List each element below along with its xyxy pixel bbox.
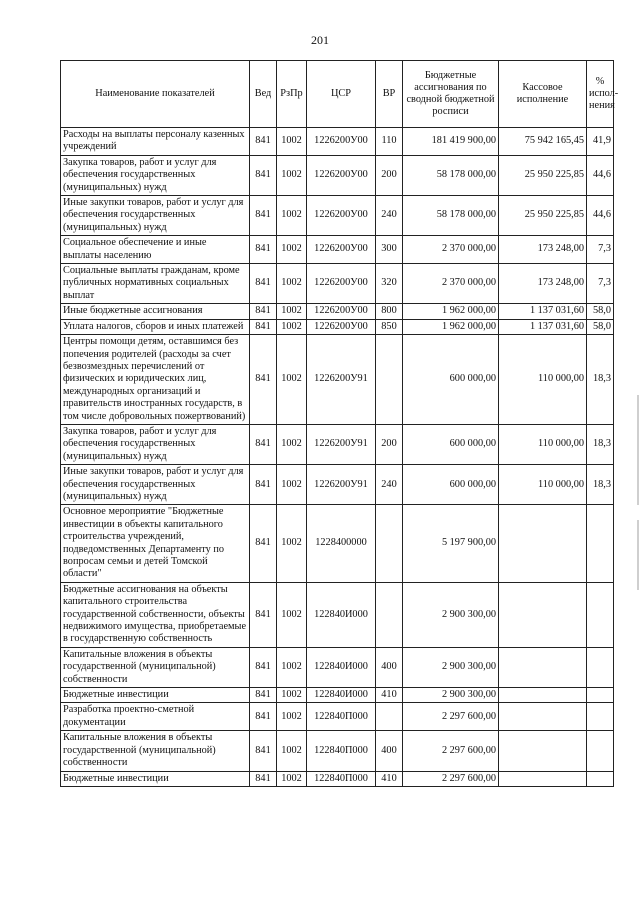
- cell-budget: 2 900 300,00: [403, 688, 499, 703]
- cell-rzpr: 1002: [277, 465, 307, 505]
- cell-vr: 240: [376, 465, 403, 505]
- cell-pct: 18,3: [587, 465, 614, 505]
- cell-rzpr: 1002: [277, 196, 307, 236]
- cell-budget: 600 000,00: [403, 424, 499, 464]
- cell-name: Основное мероприятие "Бюджетные инвестиции в объекты капитального строительства учреждений, подведомственных Департаменту по вопросам семьи и детей Томской области": [61, 505, 250, 582]
- cell-ved: 841: [250, 304, 277, 319]
- cell-cash: 25 950 225,85: [499, 155, 587, 195]
- cell-ved: 841: [250, 688, 277, 703]
- cell-csr: 122840И000: [307, 688, 376, 703]
- cell-vr: 240: [376, 196, 403, 236]
- header-budget: Бюджетные ассигнования по сводной бюджетной росписи: [403, 61, 499, 128]
- cell-pct: 58,0: [587, 319, 614, 334]
- cell-vr: 200: [376, 424, 403, 464]
- cell-vr: 300: [376, 236, 403, 264]
- cell-cash: [499, 647, 587, 687]
- cell-cash: [499, 731, 587, 771]
- cell-vr: [376, 582, 403, 647]
- cell-ved: 841: [250, 196, 277, 236]
- header-rzpr: РзПр: [277, 61, 307, 128]
- cell-pct: [587, 505, 614, 582]
- table-row: [61, 731, 614, 771]
- cell-csr: 1226200У00: [307, 319, 376, 334]
- cell-csr: 1226200У00: [307, 264, 376, 304]
- cell-pct: 7,3: [587, 236, 614, 264]
- cell-budget: 600 000,00: [403, 335, 499, 425]
- cell-pct: 7,3: [587, 264, 614, 304]
- cell-vr: 410: [376, 688, 403, 703]
- cell-ved: 841: [250, 703, 277, 731]
- cell-budget: 600 000,00: [403, 465, 499, 505]
- cell-budget: 5 197 900,00: [403, 505, 499, 582]
- cell-budget: 181 419 900,00: [403, 128, 499, 156]
- cell-pct: [587, 771, 614, 786]
- cell-pct: [587, 688, 614, 703]
- table-row: [61, 582, 614, 647]
- cell-name: Бюджетные инвестиции: [61, 688, 250, 703]
- cell-pct: 44,6: [587, 155, 614, 195]
- cell-csr: 1226200У91: [307, 335, 376, 425]
- cell-csr: 1226200У00: [307, 128, 376, 156]
- cell-name: Закупка товаров, работ и услуг для обеспечения государственных (муниципальных) нужд: [61, 155, 250, 195]
- cell-name: Разработка проектно-сметной документации: [61, 703, 250, 731]
- cell-pct: 44,6: [587, 196, 614, 236]
- cell-vr: 400: [376, 731, 403, 771]
- cell-budget: 1 962 000,00: [403, 304, 499, 319]
- cell-rzpr: 1002: [277, 319, 307, 334]
- cell-rzpr: 1002: [277, 304, 307, 319]
- cell-name: Бюджетные ассигнования на объекты капитального строительства государственной собственности, объекты недвижимого имущества, приобретаемые в государственную собственность: [61, 582, 250, 647]
- cell-csr: 122840П000: [307, 731, 376, 771]
- cell-ved: 841: [250, 335, 277, 425]
- cell-pct: 58,0: [587, 304, 614, 319]
- table-row: [61, 304, 614, 319]
- cell-ved: 841: [250, 731, 277, 771]
- cell-name: Капитальные вложения в объекты государственной (муниципальной) собственности: [61, 731, 250, 771]
- table-row: [61, 319, 614, 334]
- cell-pct: 18,3: [587, 424, 614, 464]
- cell-csr: 1226200У00: [307, 196, 376, 236]
- cell-csr: 122840И000: [307, 647, 376, 687]
- table-row: [61, 688, 614, 703]
- cell-vr: 200: [376, 155, 403, 195]
- cell-name: Иные закупки товаров, работ и услуг для обеспечения государственных (муниципальных) нужд: [61, 196, 250, 236]
- cell-ved: 841: [250, 424, 277, 464]
- cell-ved: 841: [250, 465, 277, 505]
- cell-vr: 400: [376, 647, 403, 687]
- cell-pct: [587, 582, 614, 647]
- cell-cash: 110 000,00: [499, 335, 587, 425]
- table-row: [61, 505, 614, 582]
- cell-ved: 841: [250, 155, 277, 195]
- cell-csr: 1226200У91: [307, 465, 376, 505]
- cell-vr: [376, 505, 403, 582]
- cell-vr: 320: [376, 264, 403, 304]
- cell-name: Расходы на выплаты персоналу казенных учреждений: [61, 128, 250, 156]
- page-number: 201: [311, 33, 329, 47]
- cell-name: Бюджетные инвестиции: [61, 771, 250, 786]
- cell-cash: 75 942 165,45: [499, 128, 587, 156]
- cell-name: Капитальные вложения в объекты государственной (муниципальной) собственности: [61, 647, 250, 687]
- table-row: [61, 236, 614, 264]
- cell-rzpr: 1002: [277, 128, 307, 156]
- header-pct: % испол-нения: [587, 61, 614, 128]
- cell-rzpr: 1002: [277, 424, 307, 464]
- cell-cash: 25 950 225,85: [499, 196, 587, 236]
- cell-name: Иные закупки товаров, работ и услуг для обеспечения государственных (муниципальных) нужд: [61, 465, 250, 505]
- cell-cash: [499, 688, 587, 703]
- table-row: [61, 703, 614, 731]
- cell-name: Социальное обеспечение и иные выплаты населению: [61, 236, 250, 264]
- cell-rzpr: 1002: [277, 264, 307, 304]
- cell-cash: [499, 771, 587, 786]
- cell-rzpr: 1002: [277, 505, 307, 582]
- table-row: [61, 647, 614, 687]
- cell-ved: 841: [250, 236, 277, 264]
- cell-cash: [499, 505, 587, 582]
- cell-ved: 841: [250, 264, 277, 304]
- table-row: [61, 264, 614, 304]
- cell-cash: 110 000,00: [499, 465, 587, 505]
- cell-csr: 1228400000: [307, 505, 376, 582]
- cell-budget: 2 900 300,00: [403, 582, 499, 647]
- cell-ved: 841: [250, 505, 277, 582]
- cell-budget: 2 297 600,00: [403, 731, 499, 771]
- cell-name: Уплата налогов, сборов и иных платежей: [61, 319, 250, 334]
- cell-csr: 1226200У00: [307, 236, 376, 264]
- cell-csr: 122840П000: [307, 771, 376, 786]
- cell-csr: 1226200У00: [307, 304, 376, 319]
- header-ved: Вед: [250, 61, 277, 128]
- cell-csr: 1226200У91: [307, 424, 376, 464]
- cell-budget: 1 962 000,00: [403, 319, 499, 334]
- header-name: Наименование показателей: [61, 61, 250, 128]
- table-row: [61, 465, 614, 505]
- cell-rzpr: 1002: [277, 335, 307, 425]
- cell-cash: 1 137 031,60: [499, 319, 587, 334]
- header-csr: ЦСР: [307, 61, 376, 128]
- cell-ved: 841: [250, 319, 277, 334]
- cell-budget: 2 370 000,00: [403, 264, 499, 304]
- cell-budget: 2 900 300,00: [403, 647, 499, 687]
- cell-vr: [376, 703, 403, 731]
- cell-rzpr: 1002: [277, 236, 307, 264]
- cell-cash: 110 000,00: [499, 424, 587, 464]
- cell-cash: 173 248,00: [499, 264, 587, 304]
- budget-execution-table: [60, 60, 619, 787]
- cell-budget: 58 178 000,00: [403, 155, 499, 195]
- table-row: [61, 771, 614, 786]
- table-row: [61, 335, 614, 425]
- cell-pct: 18,3: [587, 335, 614, 425]
- cell-name: Социальные выплаты гражданам, кроме публичных нормативных социальных выплат: [61, 264, 250, 304]
- cell-pct: [587, 731, 614, 771]
- cell-vr: 410: [376, 771, 403, 786]
- cell-csr: 122840П000: [307, 703, 376, 731]
- cell-pct: [587, 647, 614, 687]
- cell-cash: 1 137 031,60: [499, 304, 587, 319]
- cell-cash: 173 248,00: [499, 236, 587, 264]
- table-row: [61, 128, 614, 156]
- cell-name: Закупка товаров, работ и услуг для обеспечения государственных (муниципальных) нужд: [61, 424, 250, 464]
- table-row: [61, 196, 614, 236]
- cell-budget: 58 178 000,00: [403, 196, 499, 236]
- cell-vr: 850: [376, 319, 403, 334]
- cell-pct: 41,9: [587, 128, 614, 156]
- cell-name: Центры помощи детям, оставшимся без попечения родителей (расходы за счет безвозмездных перечислений от физических и юридических лиц, международных организаций и правительств иностранных государств, в том числе добровольных пожертвований): [61, 335, 250, 425]
- scan-edge-mark: [637, 520, 639, 590]
- cell-rzpr: 1002: [277, 731, 307, 771]
- cell-vr: 110: [376, 128, 403, 156]
- cell-pct: [587, 703, 614, 731]
- cell-vr: 800: [376, 304, 403, 319]
- cell-ved: 841: [250, 128, 277, 156]
- cell-ved: 841: [250, 582, 277, 647]
- cell-rzpr: 1002: [277, 688, 307, 703]
- table-body: [61, 128, 614, 787]
- cell-cash: [499, 703, 587, 731]
- cell-csr: 122840И000: [307, 582, 376, 647]
- cell-vr: [376, 335, 403, 425]
- cell-rzpr: 1002: [277, 582, 307, 647]
- cell-rzpr: 1002: [277, 771, 307, 786]
- cell-budget: 2 297 600,00: [403, 703, 499, 731]
- cell-budget: 2 370 000,00: [403, 236, 499, 264]
- cell-rzpr: 1002: [277, 155, 307, 195]
- table-row: [61, 155, 614, 195]
- cell-rzpr: 1002: [277, 703, 307, 731]
- cell-cash: [499, 582, 587, 647]
- cell-name: Иные бюджетные ассигнования: [61, 304, 250, 319]
- cell-budget: 2 297 600,00: [403, 771, 499, 786]
- cell-ved: 841: [250, 771, 277, 786]
- scan-edge-mark: [637, 395, 639, 505]
- table-header-row: [61, 61, 614, 128]
- cell-ved: 841: [250, 647, 277, 687]
- cell-csr: 1226200У00: [307, 155, 376, 195]
- cell-rzpr: 1002: [277, 647, 307, 687]
- table-row: [61, 424, 614, 464]
- header-vr: ВР: [376, 61, 403, 128]
- header-cash: Кассовое исполнение: [499, 61, 587, 128]
